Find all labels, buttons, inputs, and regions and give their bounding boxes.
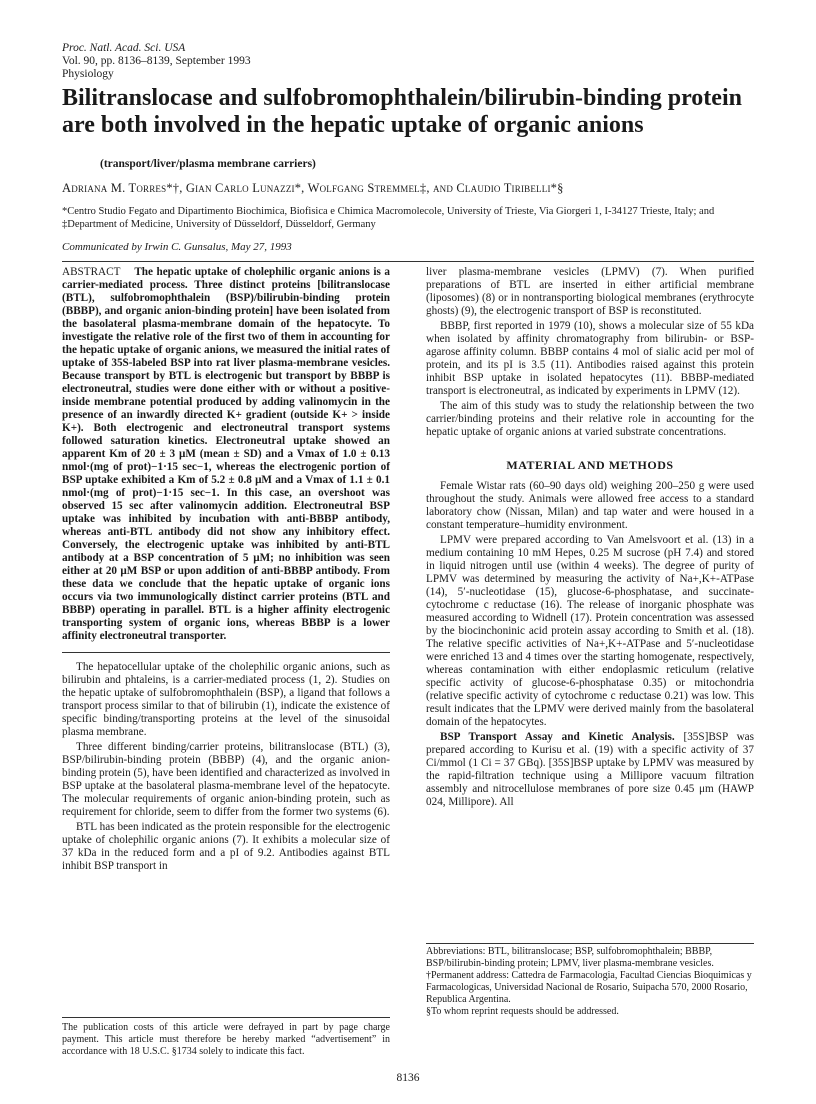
communicated-by: Communicated by Irwin C. Gunsalus, May 27, 1993 [62,241,292,253]
section-heading: MATERIAL AND METHODS [506,458,674,472]
page-number: 8136 [396,1072,420,1084]
intro-paragraph: The hepatocellular uptake of the cholephilic organic anions, such as bilirubin and phtaleins, is a carrier-mediated process (1, 2). Studies on the hepatic uptake of sulfobromophthalein (BSP), a ligand that follows a transport process similar to that of bilirubin (1), indicate the existence of specific binding/transporting proteins at the level of the sinusoidal plasma membrane. [62,661,390,738]
costs-divider [62,1017,390,1018]
subsection-text: [35S]BSP was prepared according to Kurisu et al. (19) with a specific activity of 37 Ci/mmol (1 Ci = 37 GBq). [35S]BSP uptake by LPMV was measured by the rapid-filtration technique using a Millipore vacuum filtration assembly and nitrocellulose membranes of pore size 0.45 μm (HAWP 024, Millipore). All [426,731,755,808]
intro-paragraph: BBBP, first reported in 1979 (10), shows a molecular size of 55 kDa when isolated by affinity chromatography from bilirubin- or BSP-agarose affinity column. BBBP contains 4 mol of sialic acid per mol of protein, and its pI is 3.5 (11). Antibodies raised against this protein inhibit BSP uptake in isolated hepatocytes (11). BBBP-mediated transport is electroneutral, as indicated by experiments in LPMV (12). [426,320,754,397]
intro-paragraph: liver plasma-membrane vesicles (LPMV) (7). When purified preparations of BTL are inserted in either artificial membrane (liposomes) (8) or in nontransporting biological membranes (erythrocyte ghosts) (9), the electrogenic transport of BSP is reconstituted. [426,266,754,317]
left-column [62,266,390,875]
affiliations: *Centro Studio Fegato and Dipartimento Biochimica, Biofisica e Chimica Macromolecole, University of Trieste, Via Giorgeri 1, I-34127 Trieste, Italy; and ‡Department of Medicine, University of Düsseldorf, Düsseldorf, Germany [62,206,715,230]
authors: Adriana M. Torres*†, Gian Carlo Lunazzi*, Wolfgang Stremmel‡, and Claudio Tiribelli*§ [62,181,564,195]
volume-info: Vol. 90, pp. 8136–8139, September 1993 [62,55,251,67]
keywords: (transport/liver/plasma membrane carriers) [100,158,316,170]
right-column [426,266,754,811]
abstract-label: ABSTRACT [62,266,121,278]
footnote: Abbreviations: BTL, bilitranslocase; BSP, sulfobromophthalein; BBBP, BSP/bilirubin-binding protein; LPMV, liver plasma-membrane vesicles. [426,946,714,969]
footnote: †Permanent address: Cattedra de Farmacologia, Facultad Ciencias Bioquimicas y Farmacologicas, Universidad Nacional de Rosario, Suipacha 570, 2000 Rosario, Republica Argentina. [426,970,752,1005]
intro-paragraph: Three different binding/carrier proteins, bilitranslocase (BTL) (3), BSP/bilirubin-binding protein (BBBP) (4), and the organic anion-binding protein (5), have been identified and characterized as involved in BSP uptake at the basolateral plasma-membrane level of the hepatocyte. The molecular requirements of organic anion-binding protein, such as requirement for chloride, seem to differ from the former two systems (6). [62,741,390,818]
journal-name: Proc. Natl. Acad. Sci. USA [62,42,186,54]
journal-header [62,42,251,81]
footnote: §To whom reprint requests should be addressed. [426,1006,619,1017]
publication-costs-note: The publication costs of this article were defrayed in part by page charge payment. This article must therefore be hereby marked “advertisement” in accordance with 18 U.S.C. §1734 solely to indicate this fact. [62,1022,390,1057]
footnote-divider [426,943,754,944]
abstract-divider [62,652,390,653]
intro-paragraph: The aim of this study was to study the relationship between the two carrier/binding proteins and their relative role in accounting for the hepatic uptake of organic anions at varied substrate concentrations. [426,400,754,438]
section-label: Physiology [62,68,114,80]
subsection-heading: BSP Transport Assay and Kinetic Analysis. [440,731,675,743]
methods-paragraph: Female Wistar rats (60–90 days old) weighing 200–250 g were used throughout the study. Animals were allowed free access to a standard laboratory chow (Nissan, Milan) and tap water and were housed in a constant temperature–humidity environment. [426,480,754,531]
methods-paragraph: LPMV were prepared according to Van Amelsvoort et al. (13) in a medium containing 10 mM Hepes, 0.25 M sucrose (pH 7.4) and stored in liquid nitrogen until use (within 4 weeks). The degree of purity of LPMV was determined by measuring the activity of Na+,K+-ATPase (14), 5′-nucleotidase (15), glucose-6-phosphatase, and succinate-cytochrome c reductase (16). The release of inorganic phosphate was measured according to Widnell (17). Protein concentration was assessed by the biocinchoninic acid protein assay according to Smith et al. (18). The relative specific activities of Na+,K+-ATPase and 5′-nucleotidase were enriched 13 and 4 times over the starting homogenate, respectively, whereas contamination with either endoplasmic reticulum (relative specific activity of glucose-6-phosphatase 0.35) or mitochondria (relative specific activity of cytochrome c reductase 0.21) was low. This result indicates that the LPMV were derived mainly from the basolateral domain of the hepatocytes. [426,534,754,728]
abstract-text: The hepatic uptake of cholephilic organic anions is a carrier-mediated process. Three distinct proteins [bilitranslocase (BTL), sulfobromophthalein (BSP)/bilirubin-binding protein (BBBP), and organic anion-binding protein] have been isolated from the basolateral plasma-membrane domain of the hepatocyte. To investigate the relative role of the first two of them in accounting for the hepatic uptake of organic anions, we measured the initial rates of uptake of 35S-labeled BSP into rat liver plasma-membrane vesicles. Because transport by BTL is electrogenic but transport by BBBP is electroneutral, studies were done either with or without a positive-inside membrane potential produced by adding valinomycin in the presence of an inwardly directed K+ gradient (outside K+ > inside K+). Both electrogenic and electroneutral transport systems followed saturation kinetics. Electroneutral uptake showed an apparent Km of 20 ± 3 μM (mean ± SD) and a Vmax of 1.0 ± 0.13 nmol·(mg of prot)−1·15 sec−1, whereas the electrogenic portion of BSP uptake exhibited a Km of 5.2 ± 0.8 μM and a Vmax of 1.1 ± 0.1 nmol·(mg of prot)−1·15 sec−1. In this case, an overshoot was observed 15 sec after valinomycin addition. Electroneutral BSP uptake was inhibited by incubation with anti-BBBP antibody, whereas anti-BTL antibody did not show any inhibitory effect. Conversely, the electrogenic uptake was inhibited by anti-BTL antibody at a BSP concentration of 5 μM; no inhibition was seen either at 20 μM BSP or upon addition of anti-BBBP antibody. From these data we conclude that the hepatic uptake of organic ions occurs via two immunologically distinct carrier proteins (BTL and BBBP) operating in parallel. BTL is a higher affinity electrogenic transporting system of organic ions, whereas BBBP is a lower affinity electroneutral transporter. [62,266,390,642]
methods-paragraph [426,731,754,809]
header-divider [62,261,754,262]
intro-paragraph: BTL has been indicated as the protein responsible for the electrogenic uptake of cholephilic organic anions (7). It exhibits a molecular size of 37 kDa in the reduced form and a pI of 9.2. Antibodies against BTL inhibit BSP transport in [62,821,390,872]
abstract [62,266,390,643]
article-title: Bilitranslocase and sulfobromophthalein/bilirubin-binding protein are both involved in the hepatic uptake of organic anions [62,85,742,138]
footnotes [426,946,754,1018]
